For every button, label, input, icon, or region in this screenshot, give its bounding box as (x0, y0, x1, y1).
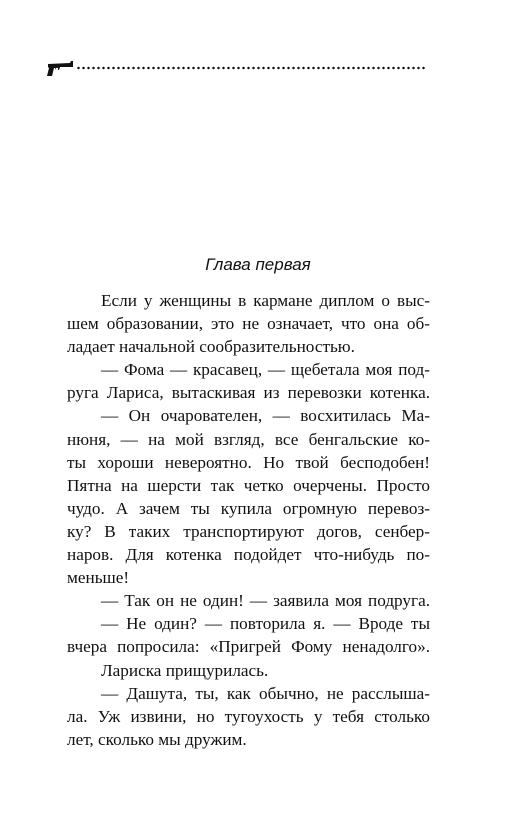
text-line: лет, сколько мы дружим. (67, 729, 247, 749)
header-rule (46, 58, 426, 78)
text-line: Лариска прищурилась. (101, 660, 269, 680)
text-line: Если у женщины в кармане диплом о выс- (101, 291, 430, 310)
text-line: ла. Уж извини, но тугоухость у тебя столько (67, 706, 430, 726)
text-line: — Так он не один! — заявила моя подруга. (101, 591, 430, 611)
text-line: ладает начальной сообразительностью. (67, 337, 355, 357)
chapter-title: Глава первая (205, 255, 311, 274)
text-line: шем образовании, это не означает, что она об- (67, 314, 430, 334)
text-line: меньше! (67, 568, 130, 588)
text-line: ты хороши невероятно. Но твой бесподобен! (67, 452, 430, 472)
text-line: руга Лариса, вытаскивая из перевозки котенка. (67, 383, 430, 403)
body-text (67, 289, 430, 751)
pistol-icon (46, 58, 74, 78)
text-line: — Фома — красавец, — щебетала моя под- (101, 360, 430, 380)
text-line: ку? В таких транспортируют догов, сенбер- (67, 521, 430, 541)
text-line: — Не один? — повторила я. — Вроде ты (101, 614, 430, 634)
text-line: чудо. А зачем ты купила огромную перевоз- (67, 498, 430, 518)
text-line: нюня, — на мой взгляд, все бенгальские ко- (67, 429, 430, 449)
text-line: — Дашута, ты, как обычно, не расслыша- (101, 683, 430, 703)
text-line: — Он очарователен, — восхитилась Ма- (101, 406, 430, 426)
dotted-rule (76, 66, 426, 70)
text-line: вчера попросила: «Пригрей Фому ненадолго». (67, 637, 430, 657)
text-line: Пятна на шерсти так четко очерчены. Просто (67, 475, 430, 495)
text-line: наров. Для котенка подойдет что-нибудь по- (67, 545, 430, 565)
